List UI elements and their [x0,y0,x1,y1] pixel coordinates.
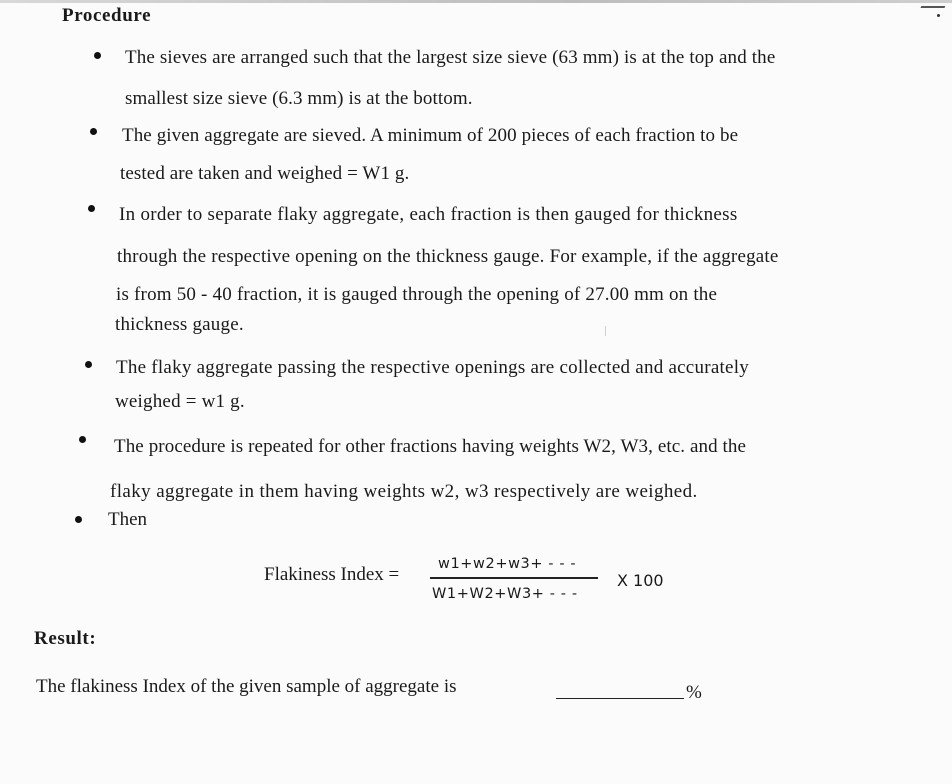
bullet-1-line-1: The sieves are arranged such that the largest size sieve (63 mm) is at the top and the [125,47,776,68]
bullet-4-line-1: The flaky aggregate passing the respective openings are collected and accurately [116,357,749,378]
bullet-marker [94,52,101,59]
bullet-3-line-3: is from 50 - 40 fraction, it is gauged through the opening of 27.00 mm on the [116,284,718,305]
top-border-line [0,0,952,3]
bullet-6-line-1: Then [108,509,148,530]
answer-blank-line [556,698,684,699]
fraction-bar [430,577,598,579]
formula-numerator: w1+w2+w3+ - - - [438,556,577,572]
formula-label: Flakiness Index = [264,564,400,585]
bullet-5-line-1: The procedure is repeated for other fractions having weights W2, W3, etc. and the [114,436,747,457]
bullet-3-line-1: In order to separate flaky aggregate, each fraction is then gauged for thickness [119,204,738,225]
result-heading: Result: [34,628,97,649]
bullet-marker [90,128,97,135]
bullet-1-line-2: smallest size sieve (6.3 mm) is at the bottom. [125,88,473,109]
formula-denominator: W1+W2+W3+ - - - [432,586,578,602]
procedure-heading: Procedure [62,5,152,26]
bullet-2-line-2: tested are taken and weighed = W1 g. [120,163,410,184]
bullet-5-line-2: flaky aggregate in them having weights w2, w3 respectively are weighed. [110,481,698,502]
result-statement: The flakiness Index of the given sample of aggregate is [36,676,457,697]
bullet-marker [75,516,82,523]
scan-artifact [605,326,606,336]
bullet-4-line-2: weighed = w1 g. [115,391,245,412]
bullet-3-line-2: through the respective opening on the thickness gauge. For example, if the aggregate [117,246,779,267]
bullet-2-line-1: The given aggregate are sieved. A minimum of 200 pieces of each fraction to be [122,125,739,146]
corner-scribble [921,0,948,8]
bullet-marker [88,205,95,212]
bullet-marker [79,436,86,443]
bullet-3-line-4: thickness gauge. [115,314,244,335]
percent-unit: % [686,682,702,703]
corner-dot [937,14,940,17]
bullet-marker [85,361,92,368]
formula-multiplier: X 100 [617,571,664,590]
